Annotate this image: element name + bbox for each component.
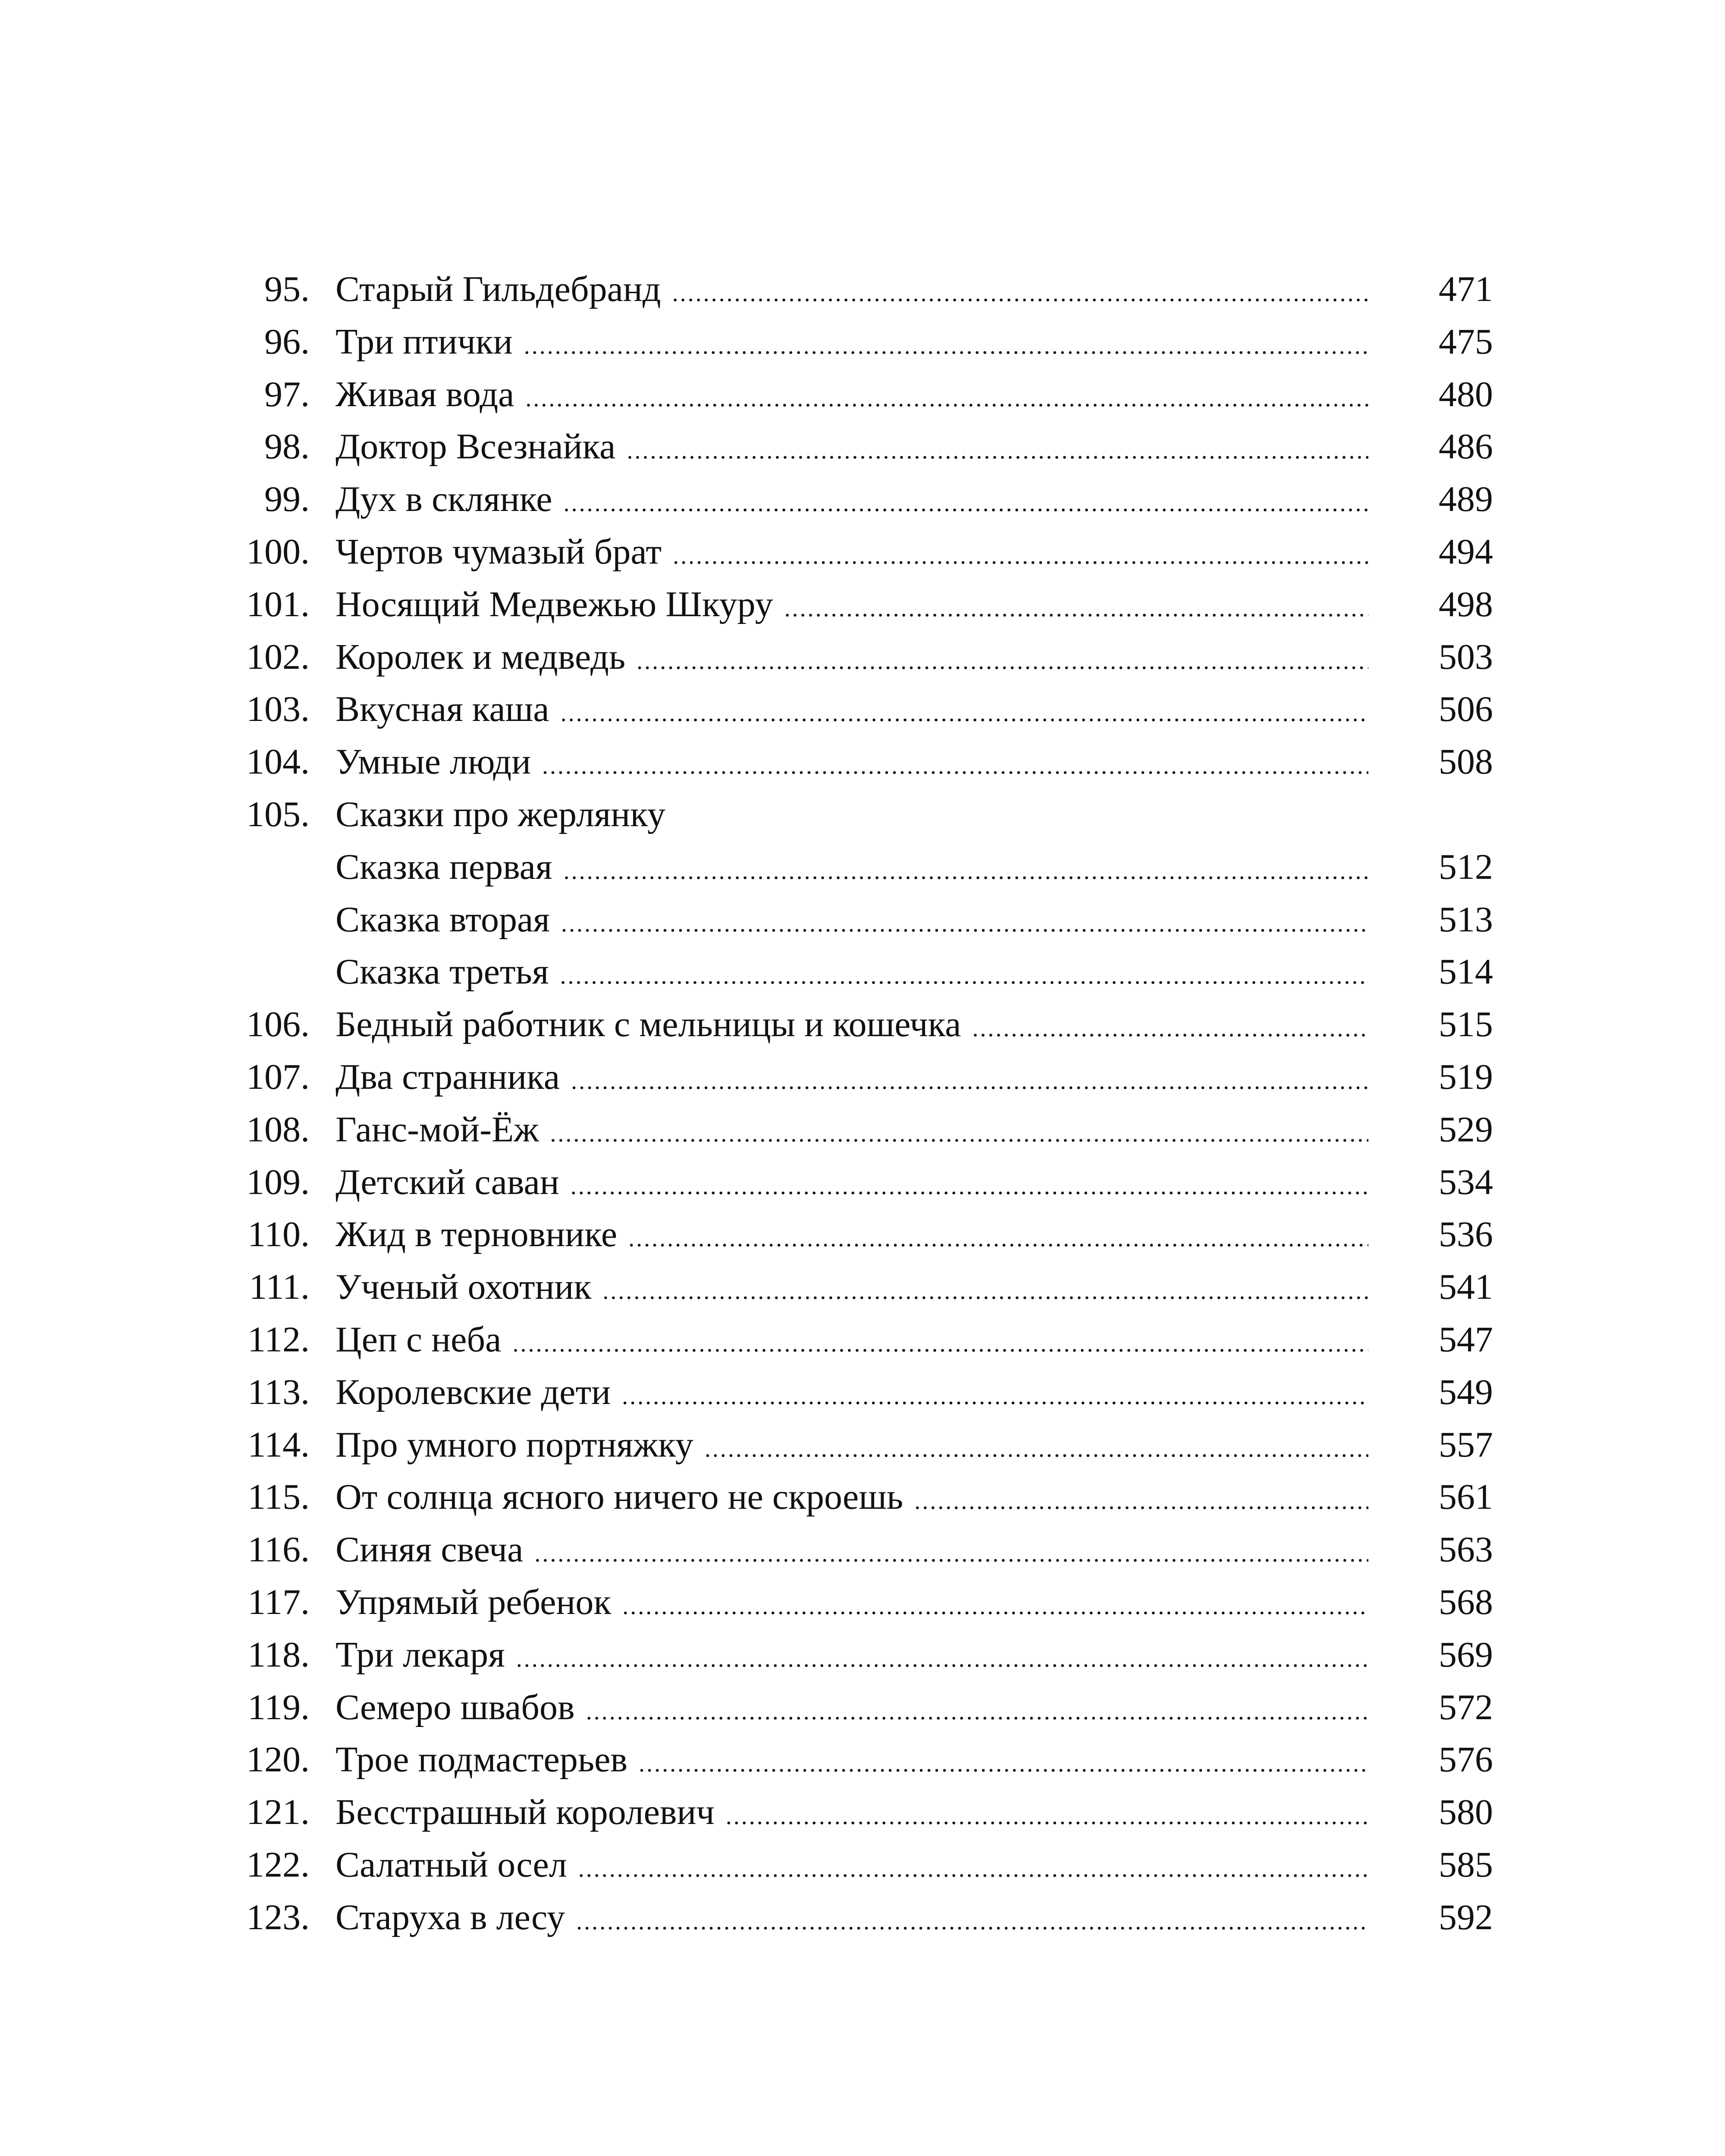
entry-number: 105.	[246, 794, 310, 834]
entry-body	[336, 473, 1368, 530]
entry-title: Бесстрашный королевич	[336, 1792, 715, 1833]
entry-number: 123.	[246, 1897, 310, 1937]
entry-body	[336, 893, 1368, 950]
entry-page-number: 580	[1439, 1792, 1493, 1833]
toc-entry	[0, 1261, 1725, 1313]
toc-entry	[0, 1419, 1725, 1471]
dot-leader	[627, 425, 1368, 477]
toc-entry	[0, 263, 1725, 316]
entry-page-number: 494	[1439, 531, 1493, 572]
entry-number: 103.	[246, 689, 310, 730]
toc-entry	[0, 420, 1725, 473]
dot-leader	[672, 267, 1368, 320]
entry-title: Сказка первая	[336, 846, 552, 887]
entry-page-number: 512	[1439, 846, 1493, 887]
dot-leader	[673, 530, 1368, 583]
entry-title: Чертов чумазый брат	[336, 531, 662, 572]
entry-body	[336, 1576, 1368, 1633]
entry-title: Салатный осел	[336, 1844, 567, 1885]
entry-page-number: 506	[1439, 689, 1493, 730]
entry-page-number: 480	[1439, 374, 1493, 414]
entry-page-number: 585	[1439, 1844, 1493, 1885]
dot-leader	[542, 740, 1368, 793]
entry-title: Умные люди	[336, 742, 531, 782]
entry-title: Бедный работник с мельницы и кошечка	[336, 1004, 961, 1045]
entry-page-number: 514	[1439, 952, 1493, 992]
entry-body	[336, 1261, 1368, 1318]
entry-page-number: 508	[1439, 742, 1493, 782]
toc-entry	[0, 1313, 1725, 1366]
entry-title: Дух в склянке	[336, 479, 552, 520]
dot-leader	[705, 1423, 1368, 1476]
entry-body	[336, 526, 1368, 583]
entry-body	[336, 1313, 1368, 1370]
entry-body	[336, 263, 1368, 320]
entry-title: Ученый охотник	[336, 1267, 592, 1307]
toc-entry	[0, 1208, 1725, 1261]
dot-leader	[534, 1528, 1368, 1580]
toc-entry	[0, 1629, 1725, 1681]
entry-body	[336, 316, 1368, 373]
entry-page-number: 515	[1439, 1004, 1493, 1045]
entry-number: 109.	[246, 1162, 310, 1202]
entry-body	[336, 788, 1368, 841]
entry-body	[336, 368, 1368, 425]
entry-title: Семеро швабов	[336, 1687, 575, 1727]
dot-leader	[561, 687, 1368, 740]
entry-title: Три лекаря	[336, 1634, 505, 1675]
entry-body	[336, 1839, 1368, 1896]
dot-leader	[516, 1633, 1368, 1686]
toc-entry	[0, 473, 1725, 526]
dot-leader	[726, 1790, 1368, 1843]
entry-body	[336, 998, 1368, 1055]
entry-body	[336, 1471, 1368, 1528]
entry-number: 98.	[264, 426, 310, 467]
toc-entry	[0, 1103, 1725, 1156]
entry-title: Королевские дети	[336, 1372, 611, 1412]
dot-leader	[576, 1896, 1368, 1948]
dot-leader	[586, 1686, 1368, 1738]
toc-entry	[0, 368, 1725, 421]
entry-body	[336, 1156, 1368, 1213]
entry-number: 95.	[264, 269, 310, 309]
entry-body	[336, 736, 1368, 793]
entry-page-number: 498	[1439, 584, 1493, 624]
dot-leader	[571, 1160, 1368, 1213]
dot-leader	[578, 1843, 1368, 1896]
dot-leader	[637, 635, 1368, 688]
entry-number: 104.	[246, 742, 310, 782]
entry-number: 114.	[248, 1424, 310, 1465]
toc-entry	[0, 736, 1725, 788]
entry-page-number: 471	[1439, 269, 1493, 309]
toc-entry	[0, 683, 1725, 736]
entry-page-number: 503	[1439, 636, 1493, 677]
entry-title: Сказка вторая	[336, 899, 550, 940]
toc-entry	[0, 1681, 1725, 1734]
entry-title: Носящий Медвежью Шкуру	[336, 584, 773, 624]
entry-page-number: 563	[1439, 1529, 1493, 1570]
entry-title: От солнца ясного ничего не скроешь	[336, 1477, 903, 1517]
entry-body	[336, 578, 1368, 635]
toc-entry	[0, 631, 1725, 683]
entry-title: Трое подмастерьев	[336, 1739, 628, 1780]
toc-entry	[0, 1366, 1725, 1419]
dot-leader	[550, 1108, 1368, 1160]
entry-number: 108.	[246, 1109, 310, 1150]
toc-entry	[0, 1733, 1725, 1786]
entry-number: 101.	[246, 584, 310, 624]
entry-title: Два странника	[336, 1056, 560, 1097]
dot-leader	[571, 1055, 1368, 1108]
entry-number: 112.	[248, 1319, 310, 1360]
entry-body	[336, 1629, 1368, 1686]
dot-leader	[564, 845, 1368, 898]
table-of-contents	[0, 263, 1725, 1944]
entry-body	[336, 841, 1368, 898]
entry-body	[336, 1523, 1368, 1580]
entry-page-number: 572	[1439, 1687, 1493, 1727]
toc-entry	[0, 316, 1725, 368]
entry-title: Ганс-мой-Ёж	[336, 1109, 539, 1150]
toc-entry	[0, 946, 1725, 998]
entry-title: Сказки про жерлянку	[336, 794, 665, 834]
entry-title: Жид в терновнике	[336, 1214, 618, 1255]
entry-number: 99.	[264, 479, 310, 520]
entry-page-number: 475	[1439, 321, 1493, 362]
entry-body	[336, 1786, 1368, 1843]
dot-leader	[972, 1003, 1368, 1055]
entry-page-number: 489	[1439, 479, 1493, 520]
dot-leader	[561, 898, 1368, 950]
toc-entry	[0, 841, 1725, 893]
entry-body	[336, 1208, 1368, 1265]
entry-title: Живая вода	[336, 374, 514, 414]
dot-leader	[784, 583, 1368, 635]
entry-page-number: 549	[1439, 1372, 1493, 1412]
entry-body	[336, 1733, 1368, 1790]
entry-page-number: 536	[1439, 1214, 1493, 1255]
dot-leader	[639, 1738, 1368, 1790]
dot-leader	[602, 1265, 1368, 1318]
entry-title: Три птички	[336, 321, 513, 362]
entry-number: 102.	[246, 636, 310, 677]
entry-page-number: 569	[1439, 1634, 1493, 1675]
entry-page-number: 557	[1439, 1424, 1493, 1465]
dot-leader	[524, 320, 1368, 373]
entry-page-number: 529	[1439, 1109, 1493, 1150]
entry-title: Детский саван	[336, 1162, 559, 1202]
entry-page-number: 547	[1439, 1319, 1493, 1360]
entry-page-number: 486	[1439, 426, 1493, 467]
dot-leader	[564, 477, 1368, 530]
toc-entry	[0, 1786, 1725, 1839]
entry-page-number: 541	[1439, 1267, 1493, 1307]
entry-body	[336, 420, 1368, 477]
dot-leader	[525, 373, 1368, 425]
entry-body	[336, 1681, 1368, 1738]
toc-entry	[0, 1839, 1725, 1891]
entry-title: Синяя свеча	[336, 1529, 524, 1570]
entry-page-number: 592	[1439, 1897, 1493, 1937]
entry-page-number: 519	[1439, 1056, 1493, 1097]
entry-page-number: 576	[1439, 1739, 1493, 1780]
entry-number: 97.	[264, 374, 310, 414]
toc-entry	[0, 893, 1725, 946]
entry-number: 120.	[246, 1739, 310, 1780]
entry-title: Доктор Всезнайка	[336, 426, 616, 467]
entry-page-number: 568	[1439, 1582, 1493, 1622]
entry-title: Старый Гильдебранд	[336, 269, 661, 309]
toc-entry	[0, 1523, 1725, 1576]
dot-leader	[512, 1318, 1368, 1370]
entry-number: 106.	[246, 1004, 310, 1045]
entry-number: 110.	[248, 1214, 310, 1255]
entry-number: 100.	[246, 531, 310, 572]
dot-leader	[622, 1580, 1368, 1633]
entry-page-number: 534	[1439, 1162, 1493, 1202]
toc-entry	[0, 1471, 1725, 1523]
entry-number: 96.	[264, 321, 310, 362]
entry-body	[336, 1366, 1368, 1423]
entry-title: Вкусная каша	[336, 689, 549, 730]
entry-number: 119.	[248, 1687, 310, 1727]
entry-body	[336, 631, 1368, 688]
entry-number: 111.	[249, 1267, 310, 1307]
entry-number: 122.	[246, 1844, 310, 1885]
dot-leader	[560, 950, 1368, 1003]
entry-page-number: 561	[1439, 1477, 1493, 1517]
entry-title: Старуха в лесу	[336, 1897, 565, 1937]
dot-leader	[622, 1370, 1368, 1423]
entry-page-number: 513	[1439, 899, 1493, 940]
entry-body	[336, 946, 1368, 1003]
entry-title: Про умного портняжку	[336, 1424, 693, 1465]
entry-body	[336, 1419, 1368, 1476]
dot-leader	[914, 1475, 1368, 1528]
entry-title: Королек и медведь	[336, 636, 626, 677]
entry-body	[336, 683, 1368, 740]
entry-body	[336, 1051, 1368, 1108]
entry-number: 118.	[248, 1634, 310, 1675]
entry-number: 121.	[246, 1792, 310, 1833]
dot-leader	[628, 1213, 1368, 1265]
entry-title: Упрямый ребенок	[336, 1582, 612, 1622]
toc-entry	[0, 578, 1725, 631]
toc-entry	[0, 526, 1725, 578]
toc-entry	[0, 1156, 1725, 1209]
toc-entry	[0, 788, 1725, 841]
entry-number: 117.	[248, 1582, 310, 1622]
toc-entry	[0, 1051, 1725, 1103]
entry-body	[336, 1891, 1368, 1948]
entry-title: Цеп с неба	[336, 1319, 502, 1360]
toc-entry	[0, 1891, 1725, 1944]
entry-number: 113.	[248, 1372, 310, 1412]
entry-number: 116.	[248, 1529, 310, 1570]
toc-entry	[0, 998, 1725, 1051]
toc-entry	[0, 1576, 1725, 1629]
entry-number: 107.	[246, 1056, 310, 1097]
entry-number: 115.	[248, 1477, 310, 1517]
entry-body	[336, 1103, 1368, 1160]
entry-title: Сказка третья	[336, 952, 549, 992]
